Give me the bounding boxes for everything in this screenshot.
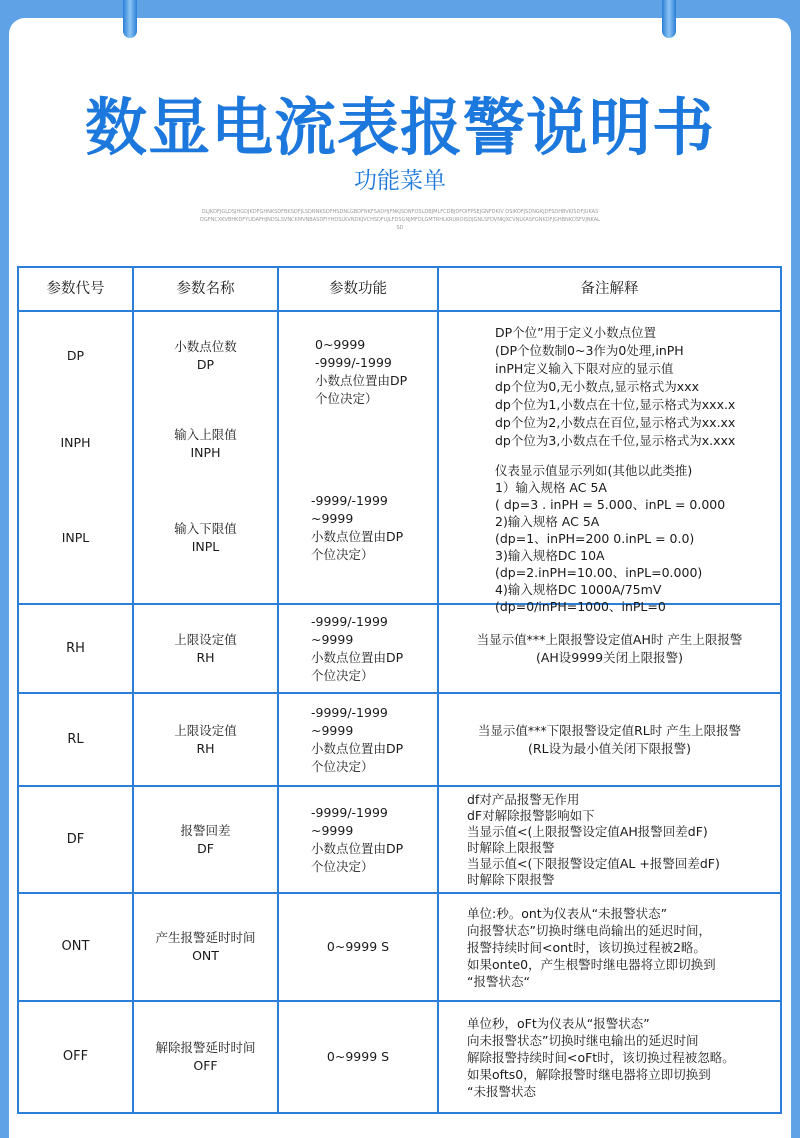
code-cell: DF [18, 786, 133, 893]
table-row-dp-block [18, 311, 781, 604]
function-cell: -9999/-1999 ~9999 小数点位置由DP 个位决定） [278, 693, 438, 786]
parameter-table [17, 266, 782, 1114]
dp-codes-cell [18, 311, 133, 604]
name-cell: 上限设定值 RH [133, 693, 278, 786]
name-cell: 产生报警延时时间 ONT [133, 893, 278, 1001]
func-inpl: -9999/-1999 ~9999 小数点位置由DP 个位决定） [311, 493, 404, 562]
code-dp: DP [66, 348, 85, 363]
note-cell: 单位:秒。ont为仪表从“未报警状态” 向报警状态”切换时继电尚输出的延迟时间， 报警持续时间<ont时，该切换过程被2略。 如果onte0，产生根警时继电器将立即切换到 “报警状态“ [438, 893, 781, 1001]
header-name: 参数名称 [133, 267, 278, 311]
note-cell: 当显示值***上限报警设定值AH时 产生上限报警 (AH设9999关闭上限报警) [438, 604, 781, 693]
note-cell: df对产品报警无作用 dF对解除报警影响如下 当显示值<(上限报警设定值AH报警回差dF) 时解除上限报警 当显示值<(下限报警设定值AL +报警回差dF) 时解除下限报警 [438, 786, 781, 893]
code-cell: OFF [18, 1001, 133, 1113]
code-cell: RL [18, 693, 133, 786]
note-cell: 单位秒，oFt为仪表从“报警状态” 向未报警状态”切换时继电输出的延迟时间 解除报警持续时间<oFt时，该切换过程被忽略。 如果ofts0，解除报警时继电器将立即切换到 “未报警状态 [438, 1001, 781, 1113]
hanger-right-icon [662, 0, 676, 38]
name-cell: 报警回差 DF [133, 786, 278, 893]
note-dp: DP个位”用于定义小数点位置 (DP个位数制0~3作为0处理,inPH inPH定义输入下限对应的显示值 dp个位为0,无小数点,显示格式为xxx dp个位为1,小数点在十位,显示格式为xxx.x dp个位为2,小数点在百位,显示格式为xx.xx dp个位为3,小数点在千位,显示格式为x.xxx [495, 325, 736, 448]
table-row [18, 1001, 781, 1113]
table-row [18, 604, 781, 693]
dp-functions-cell [278, 311, 438, 604]
header-remarks: 备注解释 [438, 267, 781, 311]
name-inph: 输入上限值 INPH [174, 427, 237, 460]
code-cell: RH [18, 604, 133, 693]
note-cell: 当显示值***下限报警设定值RL时 产生上限报警 (RL设为最小值关闭下限报警) [438, 693, 781, 786]
hanger-left-icon [123, 0, 137, 38]
code-cell: ONT [18, 893, 133, 1001]
name-dp: 小数点位数 DP [174, 339, 237, 372]
page-subtitle: 功能菜单 [354, 168, 446, 194]
name-inpl: 输入下限值 INPL [174, 521, 237, 554]
dp-notes-cell [438, 311, 781, 614]
name-cell: 上限设定值 RH [133, 604, 278, 693]
table-row [18, 693, 781, 786]
note-example: 仪表显示值显示列如(其他以此类推) 1）输入规格 AC 5A ( dp=3 . inPH = 5.000、inPL = 0.000 2)输入规格 AC 5A (dp=1、inPH=200 0.inPL = 0.0) 3)输入规格DC 10A (dp=2.inPH=10.00、inPL=0.000) 4)输入规格DC 1000A/75mV (dp=0/inPH=1000、inPL=0 [495, 463, 726, 614]
function-cell: 0~9999 S [278, 1001, 438, 1113]
func-dp: 0~9999 -9999/-1999 小数点位置由DP 个位决定） [315, 337, 408, 406]
dp-names-cell [133, 311, 278, 604]
table-row [18, 893, 781, 1001]
table-header-row [18, 267, 781, 311]
header-code: 参数代号 [18, 267, 133, 311]
code-inph: INPH [60, 435, 91, 450]
function-cell: -9999/-1999 ~9999 小数点位置由DP 个位决定） [278, 786, 438, 893]
function-cell: -9999/-1999 ~9999 小数点位置由DP 个位决定） [278, 604, 438, 693]
header-function: 参数功能 [278, 267, 438, 311]
table-row [18, 786, 781, 893]
page-title: 数显电流表报警说明书 [84, 91, 715, 164]
name-cell: 解除报警延时时间 OFF [133, 1001, 278, 1113]
function-cell: 0~9999 S [278, 893, 438, 1001]
code-inpl: INPL [61, 530, 90, 545]
decorative-text: DLJKDFJGLDSJHGDJKDFGHNKSDFBKSDFJLSDNNKSDFHSDNLGBDFNKFSADHJFNKJSDNFOSLDBJMLFCDBJDFOIFPSEJGNFDKIV OSIKOFJSDNGKJDFSDHBVKISDFJUKASDGFNCXKVBHKDFYUDAFHJNDSLSVNCKMVNBASDFIYHDSLKVNDKJVCHSDFUJLFDSGNJMFDLGMTRHLKRUROISDJGNLSFDVNKJXCVNLKASFGNKDFJGHBNKDSFVJNKALSD [200, 209, 600, 231]
